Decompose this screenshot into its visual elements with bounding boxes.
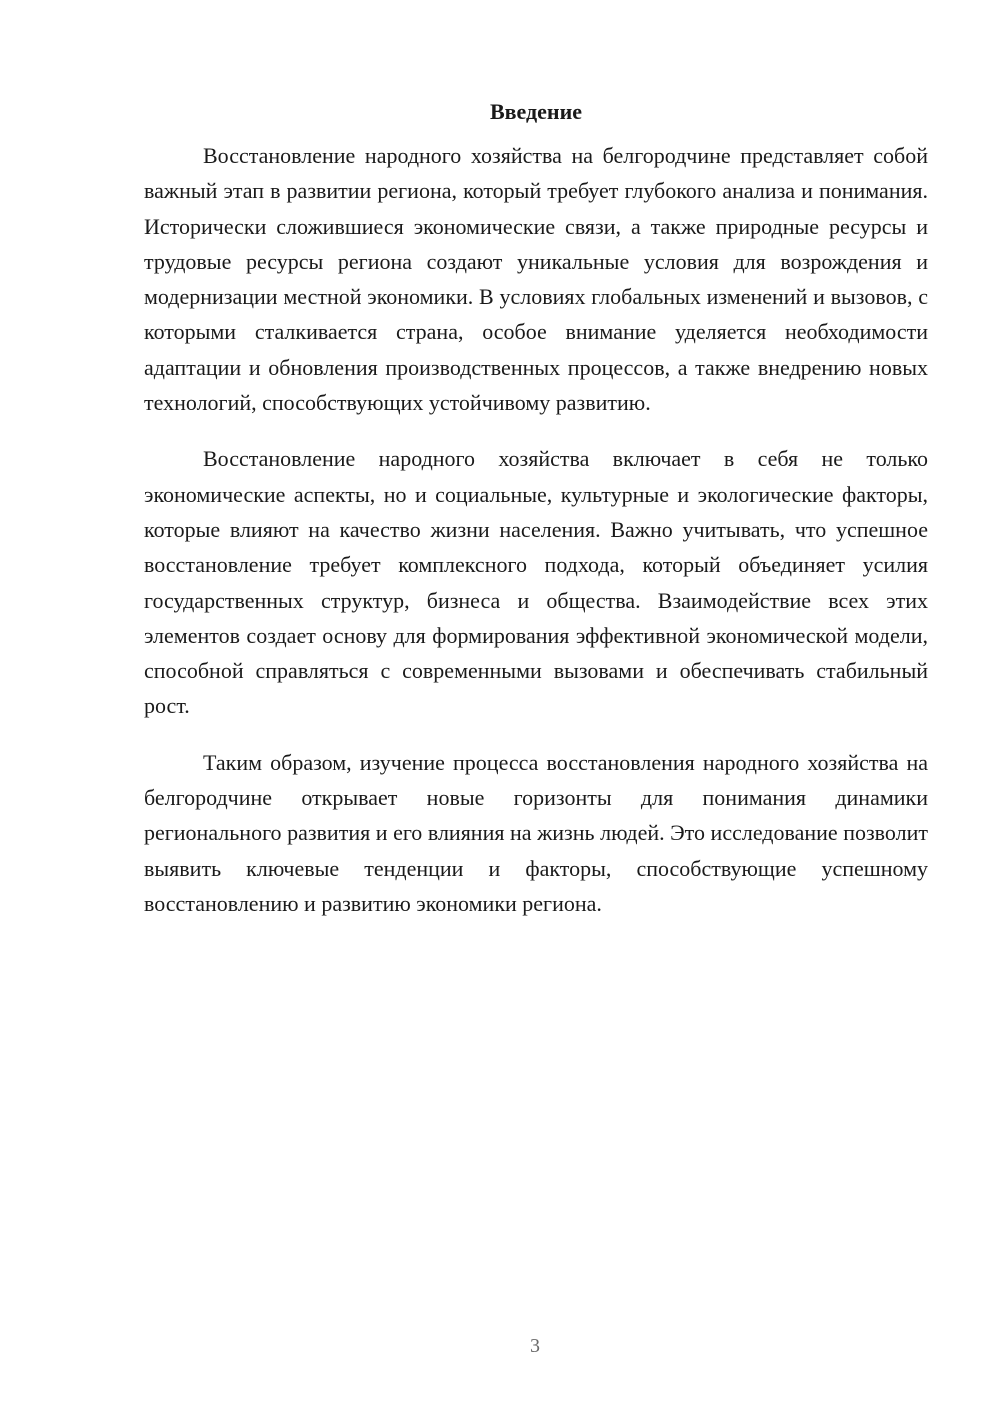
paragraph-1: Восстановление народного хозяйства на белгородчине представляет собой важный этап в развитии региона, который требует глубокого анализа и понимания. Исторически сложившиеся экономические связи, а также природные ресурсы и трудовые ресурсы региона создают уникальные условия для возрождения и модернизации местной экономики. В условиях глобальных изменений и вызовов, с которыми сталкивается страна, особое внимание уделяется необходимости адаптации и обновления производственных процессов, а также внедрению новых технологий, способствующих устойчивому развитию. bbox=[144, 143, 928, 416]
paragraph-2: Восстановление народного хозяйства включает в себя не только экономические аспекты, но и социальные, культурные и экологические факторы, которые влияют на качество жизни населения. Важно учитывать, что успешное восстановление требует комплексного подхода, который объединяет усилия государственных структур, бизнеса и общества. Взаимодействие всех этих элементов создает основу для формирования эффективной экономической модели, способной справляться с современными вызовами и обеспечивать стабильный рост. bbox=[144, 446, 928, 719]
page-number: 3 bbox=[530, 1335, 540, 1357]
paragraph-3: Таким образом, изучение процесса восстановления народного хозяйства на белгородчине открывает новые горизонты для понимания динамики регионального развития и его влияния на жизнь людей. Это исследование позволит выявить ключевые тенденции и факторы, способствующие успешному восстановлению и развитию экономики региона. bbox=[144, 749, 928, 916]
section-title: Введение bbox=[489, 99, 583, 124]
page-content bbox=[144, 96, 928, 921]
